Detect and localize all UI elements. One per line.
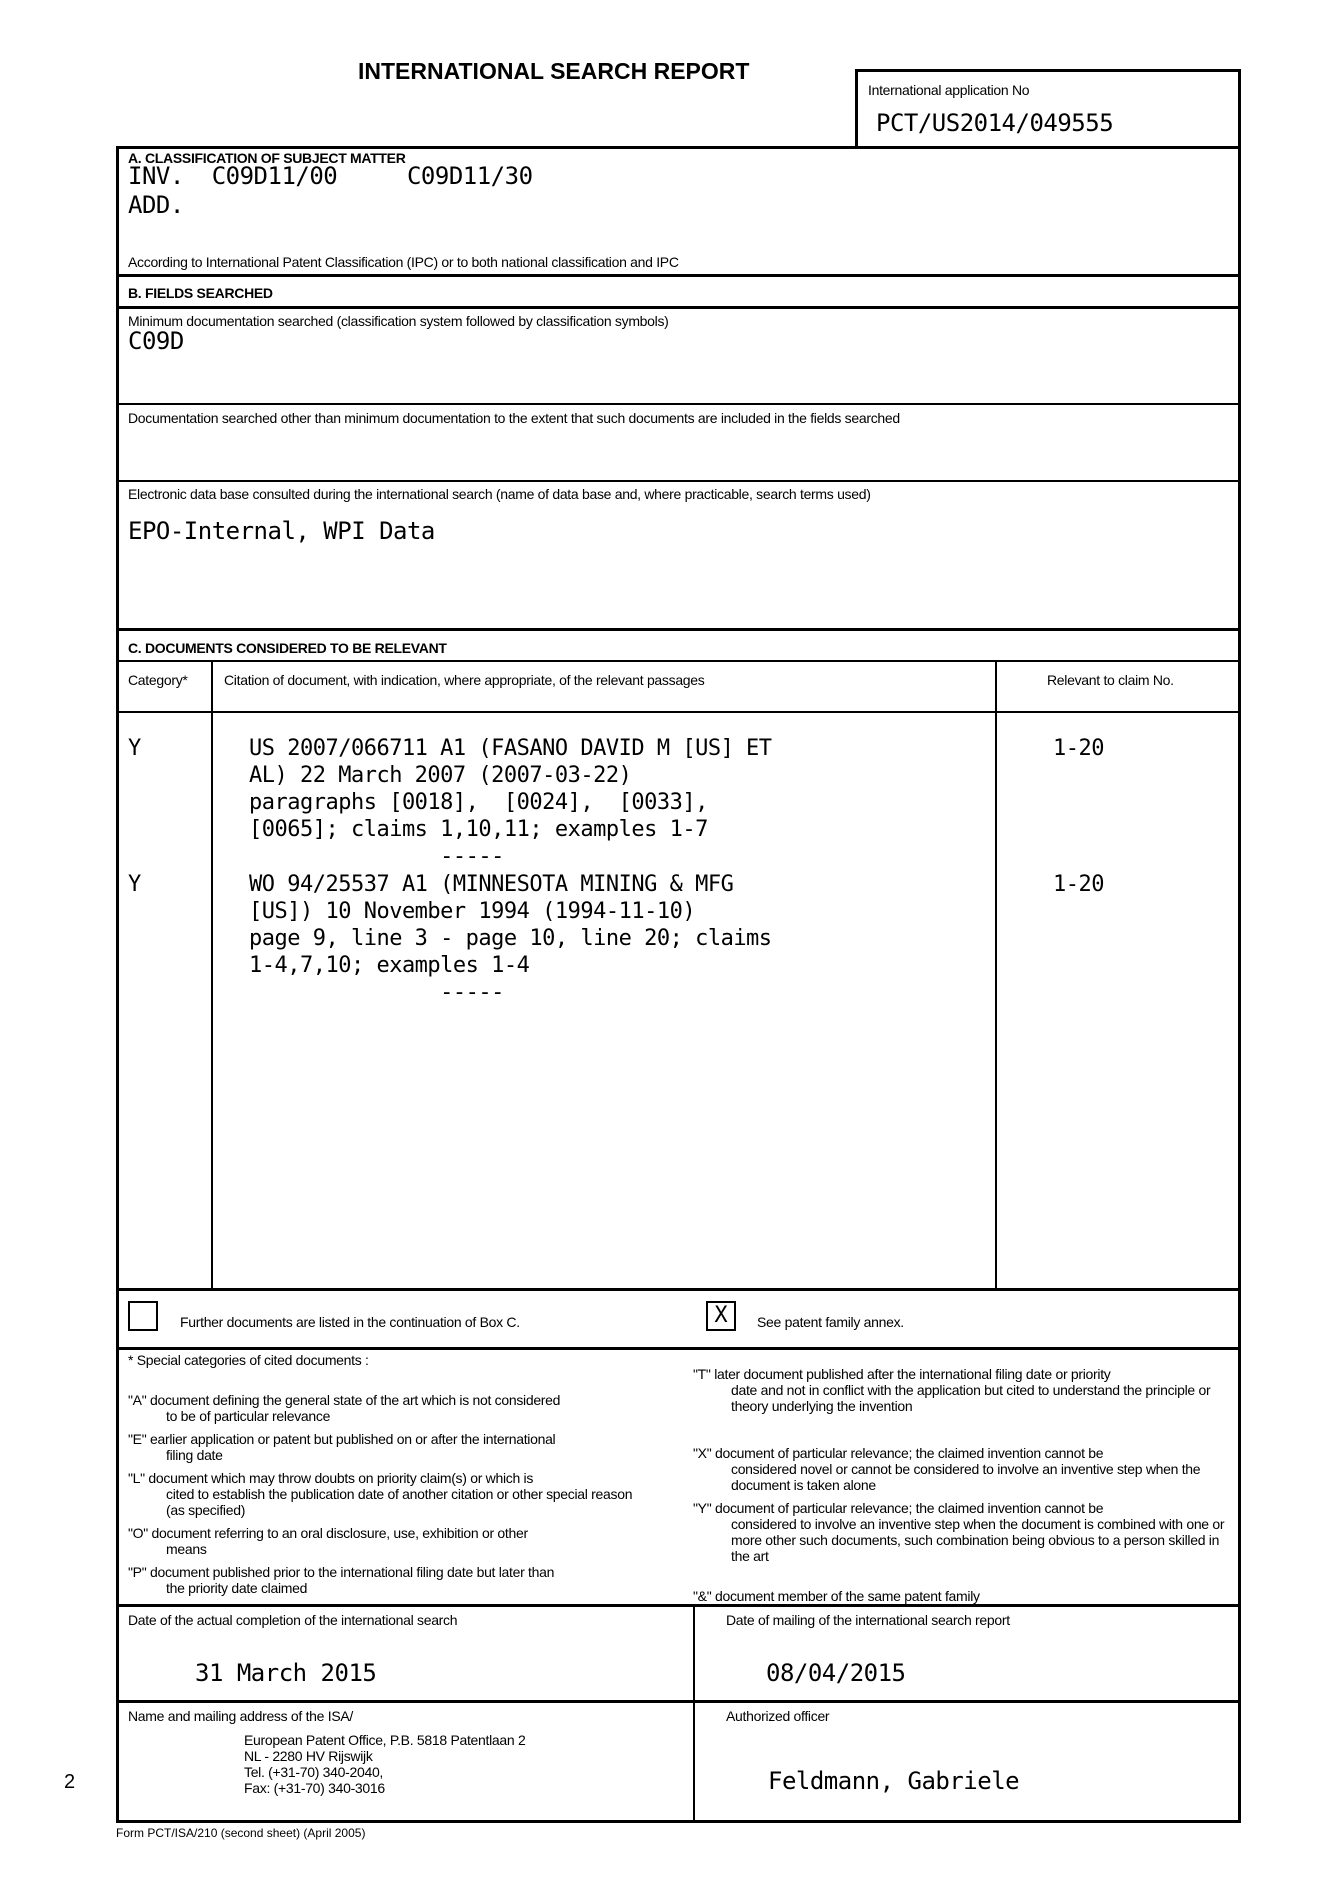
citation-text: WO 94/25537 A1 (MINNESOTA MINING & MFG [US]) 10 November 1994 (1994-11-10) page 9, line 3 - page 10, line 20; claims 1-4,7,10; examples 1-4 ----- <box>249 871 772 1006</box>
category-amp: "&" document member of the same patent family <box>693 1588 1233 1604</box>
ipc-add: ADD. <box>128 192 184 219</box>
app-no-label: International application No <box>868 82 1029 98</box>
section-a-heading: A. CLASSIFICATION OF SUBJECT MATTER <box>128 150 406 166</box>
electronic-db-value: EPO-Internal, WPI Data <box>128 518 435 545</box>
app-no: PCT/US2014/049555 <box>876 110 1113 137</box>
citation-relevant: 1-20 <box>1053 735 1104 762</box>
mailing-label: Date of mailing of the international search report <box>726 1612 1010 1628</box>
min-doc-value: C09D <box>128 328 184 355</box>
page-number: 2 <box>64 1771 75 1794</box>
form-footer: Form PCT/ISA/210 (second sheet) (April 2005) <box>116 1826 365 1840</box>
mailing-date: 08/04/2015 <box>766 1660 906 1687</box>
other-doc-label: Documentation searched other than minimum documentation to the extent that such documents are included in the fields searched <box>128 410 900 426</box>
col-citation: Citation of document, with indication, where appropriate, of the relevant passages <box>224 672 704 688</box>
application-number-box <box>855 69 1241 149</box>
category-a: "A" document defining the general state of the art which is not considered to be of particular relevance <box>128 1392 648 1424</box>
category-e: "E" earlier application or patent but published on or after the international filing date <box>128 1431 648 1463</box>
citation-category: Y <box>128 871 141 898</box>
completion-date: 31 March 2015 <box>195 1660 376 1687</box>
category-p: "P" document published prior to the international filing date but later than the priority date claimed <box>128 1564 648 1596</box>
col-relevant: Relevant to claim No. <box>1047 672 1174 688</box>
citation-category: Y <box>128 735 141 762</box>
section-b-heading: B. FIELDS SEARCHED <box>128 285 273 301</box>
family-annex-checkbox[interactable]: X <box>706 1301 736 1331</box>
category-o: "O" document referring to an oral disclosure, use, exhibition or other means <box>128 1525 648 1557</box>
electronic-db-label: Electronic data base consulted during the international search (name of data base and, where practicable, search terms used) <box>128 486 871 502</box>
category-y: "Y" document of particular relevance; the claimed invention cannot be considered to involve an inventive step when the document is combined with one or more other such documents, such combination being obvious to a person skilled in the art <box>693 1500 1233 1564</box>
ipc-inv: INV. C09D11/00 C09D11/30 <box>128 163 533 190</box>
category-l: "L" document which may throw doubts on priority claim(s) or which is cited to establish the publication date of another citation or other special reason (as specified) <box>128 1470 648 1518</box>
category-x: "X" document of particular relevance; the claimed invention cannot be considered novel or cannot be considered to involve an inventive step when the document is taken alone <box>693 1445 1233 1493</box>
citation-text: US 2007/066711 A1 (FASANO DAVID M [US] ET AL) 22 March 2007 (2007-03-22) paragraphs [0018], [0024], [0033], [0065]; claims 1,10,11; examples 1-7 ----- <box>249 735 772 870</box>
category-t: "T" later document published after the international filing date or priority date and not in conflict with the application but cited to understand the principle or theory underlying the invention <box>693 1366 1233 1414</box>
categories-right <box>693 1366 1233 1604</box>
family-annex-label: See patent family annex. <box>757 1314 904 1330</box>
further-docs-checkbox[interactable] <box>128 1301 158 1331</box>
min-doc-label: Minimum documentation searched (classification system followed by classification symbols) <box>128 313 669 329</box>
completion-label: Date of the actual completion of the international search <box>128 1612 457 1628</box>
search-report-page <box>0 0 1338 1892</box>
categories-left <box>128 1392 648 1596</box>
further-docs-label: Further documents are listed in the continuation of Box C. <box>180 1314 520 1330</box>
citation-relevant: 1-20 <box>1053 871 1104 898</box>
ipc-according: According to International Patent Classification (IPC) or to both national classification and IPC <box>128 254 679 270</box>
officer-name: Feldmann, Gabriele <box>768 1768 1019 1795</box>
report-title: INTERNATIONAL SEARCH REPORT <box>358 58 749 85</box>
section-c-heading: C. DOCUMENTS CONSIDERED TO BE RELEVANT <box>128 640 447 656</box>
officer-label: Authorized officer <box>726 1708 829 1724</box>
isa-label: Name and mailing address of the ISA/ <box>128 1708 353 1724</box>
col-category: Category* <box>128 672 188 688</box>
isa-address: European Patent Office, P.B. 5818 Patentlaan 2 NL - 2280 HV Rijswijk Tel. (+31-70) 340-2040, Fax: (+31-70) 340-3016 <box>244 1732 525 1796</box>
categories-title: * Special categories of cited documents : <box>128 1352 369 1368</box>
